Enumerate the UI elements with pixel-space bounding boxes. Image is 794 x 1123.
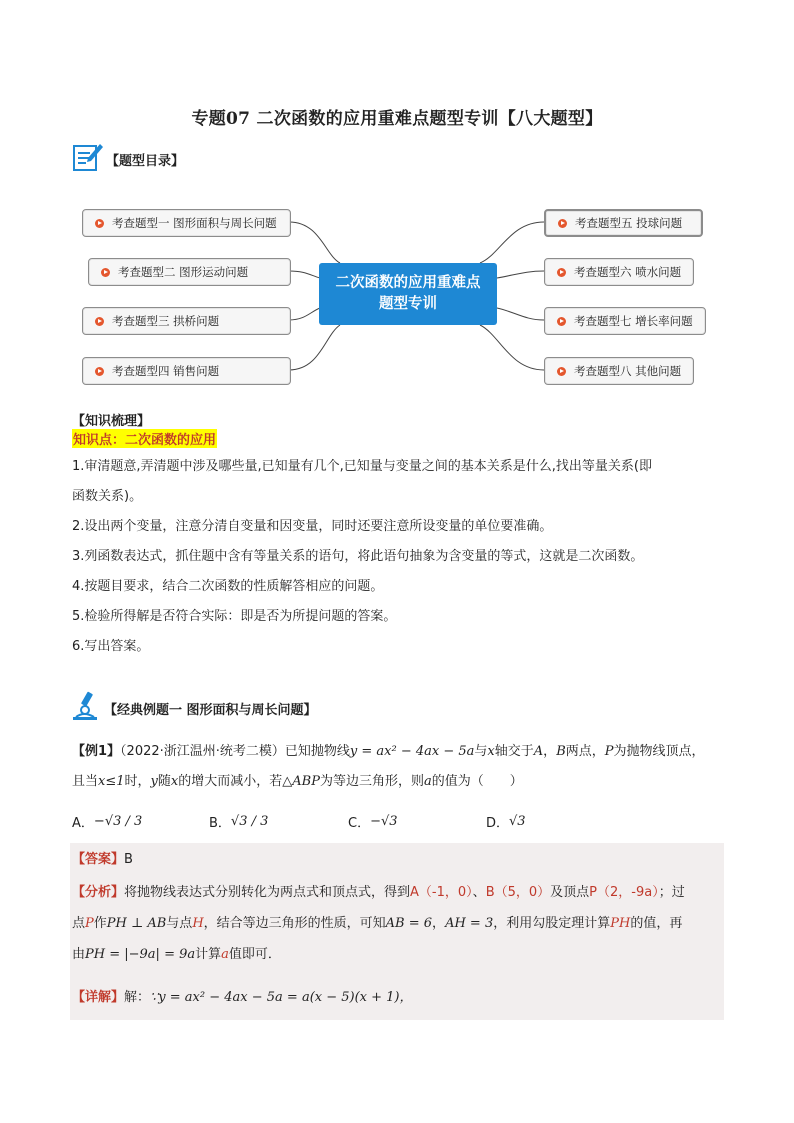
toc-heading: 【题型目录】 [106, 154, 185, 169]
toc-item-8[interactable] [544, 357, 694, 385]
knowledge-heading: 【知识梳理】 [72, 414, 151, 429]
play-bullet-icon [557, 367, 566, 376]
option-b[interactable] [209, 812, 268, 831]
q-text: 随 [157, 774, 171, 789]
detail-tag: 【详解】 [72, 990, 125, 1005]
question-line-2 [72, 767, 727, 797]
toc-item-3[interactable] [82, 307, 291, 335]
analysis-text: 与点 [166, 916, 193, 931]
page-title: 专题07 二次函数的应用重难点题型专训【八大题型】 [191, 109, 603, 129]
q-var: △ABP [282, 774, 320, 789]
knowledge-item: 3.列函数表达式，抓住题中含有等量关系的语句，将此语句抽象为含变量的等式，这就是二次函数。 [72, 549, 644, 564]
option-c[interactable] [348, 812, 398, 831]
play-bullet-icon [557, 268, 566, 277]
option-value: √3 / 3 [104, 814, 143, 829]
q-var: a [423, 774, 432, 789]
detail-text: 解： [124, 990, 151, 1005]
knowledge-item: 5.检验所得解是否符合实际：即是否为所提问题的答案。 [72, 609, 397, 624]
q-var: P [604, 744, 614, 759]
knowledge-item: 6.写出答案。 [72, 639, 150, 654]
q-cond: x≤1 [98, 774, 125, 789]
q-var: A [533, 744, 544, 759]
option-value: √3 / 3 [230, 814, 269, 829]
knowledge-list [72, 452, 727, 662]
q-text: 轴交于 [494, 744, 534, 759]
center-line-2: 题型专训 [379, 296, 437, 312]
detail-eq: ∵y = ax² − 4ax − 5a = a(x − 5)(x + 1)， [150, 990, 413, 1005]
play-bullet-icon [101, 268, 110, 277]
analysis-point: P（2，-9a） [589, 885, 659, 900]
analysis-tag: 【分析】 [72, 885, 125, 900]
q-equation: y = ax² − 4ax − 5a [349, 744, 475, 759]
analysis-var: a [221, 947, 229, 962]
q-text: 的增大而减小，若 [178, 774, 283, 789]
answer-line [72, 845, 727, 875]
q-text: 与 [474, 744, 488, 759]
knowledge-point-text: 知识点：二次函数的应用 [73, 433, 217, 448]
play-bullet-icon [95, 317, 104, 326]
analysis-text: 由 [72, 947, 86, 962]
example-source: （2022·浙江温州·统考二模） [120, 744, 285, 759]
analysis-text: 将抛物线表达式分别转化为两点式和顶点式，得到 [124, 885, 411, 900]
analysis-line-3 [72, 939, 727, 970]
q-text: 两点， [565, 744, 605, 759]
toc-item-label: 考查题型五 投球问题 [575, 216, 683, 230]
q-text: 时， [124, 774, 151, 789]
analysis-text: ， [432, 916, 446, 931]
analysis-text: ，结合等边三角形的性质，可知 [203, 916, 386, 931]
toc-item-6[interactable] [544, 258, 694, 286]
option-label: A． [72, 816, 94, 831]
toc-item-label: 考查题型六 喷水问题 [574, 265, 682, 279]
analysis-eq: AB = 6 [385, 916, 433, 931]
q-text: 且当 [72, 774, 99, 789]
q-text: 为等边三角形，则 [319, 774, 424, 789]
q-var: x [170, 774, 179, 789]
play-bullet-icon [558, 219, 567, 228]
analysis-text: 及顶点 [550, 885, 590, 900]
analysis-eq: AH = 3 [445, 916, 494, 931]
analysis-text: 计算 [195, 947, 222, 962]
analysis-var: PH [610, 916, 631, 931]
knowledge-item: 1.审清题意,弄清题中涉及哪些量,已知量有几个,已知量与变量之间的基本关系是什么,找出等量关系(即 [72, 459, 653, 474]
toc-item-2[interactable] [88, 258, 291, 286]
analysis-eq: PH = |−9a| = 9a [85, 947, 196, 962]
example-tag: 【例1】 [72, 744, 121, 759]
q-var: B [556, 744, 566, 759]
mindmap-center [319, 263, 497, 325]
center-line-1: 二次函数的应用重难点 [335, 275, 481, 291]
option-value: −√3 [370, 814, 398, 829]
option-value: √3 [509, 814, 526, 829]
toc-item-label: 考查题型二 图形运动问题 [118, 265, 249, 279]
analysis-var: H [192, 916, 204, 931]
option-label: D． [486, 816, 510, 831]
toc-item-5[interactable] [544, 209, 703, 237]
microscope-icon [70, 690, 102, 722]
example-heading: 【经典例题一 图形面积与周长问题】 [104, 703, 317, 718]
analysis-text: ；过 [658, 885, 685, 900]
knowledge-point [72, 429, 217, 448]
analysis-text: ，利用勾股定理计算 [493, 916, 611, 931]
analysis-point: A（-1，0） [410, 885, 473, 900]
q-text: 已知抛物线 [284, 744, 350, 759]
q-var: y [150, 774, 158, 789]
toc-item-label: 考查题型四 销售问题 [112, 364, 220, 378]
analysis-text: 点 [72, 916, 86, 931]
toc-item-4[interactable] [82, 357, 291, 385]
toc-item-label: 考查题型七 增长率问题 [574, 314, 693, 328]
analysis-text: 作 [93, 916, 107, 931]
analysis [72, 877, 727, 970]
analysis-line-2 [72, 908, 727, 939]
toc-item-7[interactable] [544, 307, 706, 335]
answer-value: B [124, 852, 133, 867]
toc-item-1[interactable] [82, 209, 291, 237]
option-label: B． [209, 816, 231, 831]
play-bullet-icon [557, 317, 566, 326]
answer-tag: 【答案】 [72, 852, 125, 867]
q-var: x [487, 744, 495, 759]
toc-item-label: 考查题型八 其他问题 [574, 364, 682, 378]
analysis-eq: PH ⊥ AB [106, 916, 167, 931]
question [72, 737, 727, 797]
analysis-var: P [85, 916, 94, 931]
play-bullet-icon [95, 367, 104, 376]
analysis-text: 、 [472, 885, 486, 900]
analysis-text: 的值，再 [630, 916, 683, 931]
analysis-point: B（5，0） [485, 885, 551, 900]
toc-item-label: 考查题型一 图形面积与周长问题 [112, 216, 277, 230]
q-text: 的值为（ ） [431, 774, 523, 789]
option-sign: − [93, 814, 105, 829]
toc-item-label: 考查题型三 拱桥问题 [112, 314, 220, 328]
q-text: ， [543, 744, 557, 759]
option-d[interactable] [486, 812, 526, 831]
detail [72, 983, 727, 1013]
analysis-text: 值即可． [228, 947, 281, 962]
q-text: 为抛物线顶点， [613, 744, 705, 759]
knowledge-item: 4.按题目要求，结合二次函数的性质解答相应的问题。 [72, 579, 384, 594]
analysis-line-1 [72, 877, 727, 908]
question-line-1 [72, 737, 727, 767]
knowledge-item: 2.设出两个变量，注意分清自变量和因变量，同时还要注意所设变量的单位要准确。 [72, 519, 553, 534]
knowledge-item: 函数关系)。 [72, 489, 143, 504]
play-bullet-icon [95, 219, 104, 228]
option-label: C． [348, 816, 371, 831]
option-a[interactable] [72, 812, 142, 831]
